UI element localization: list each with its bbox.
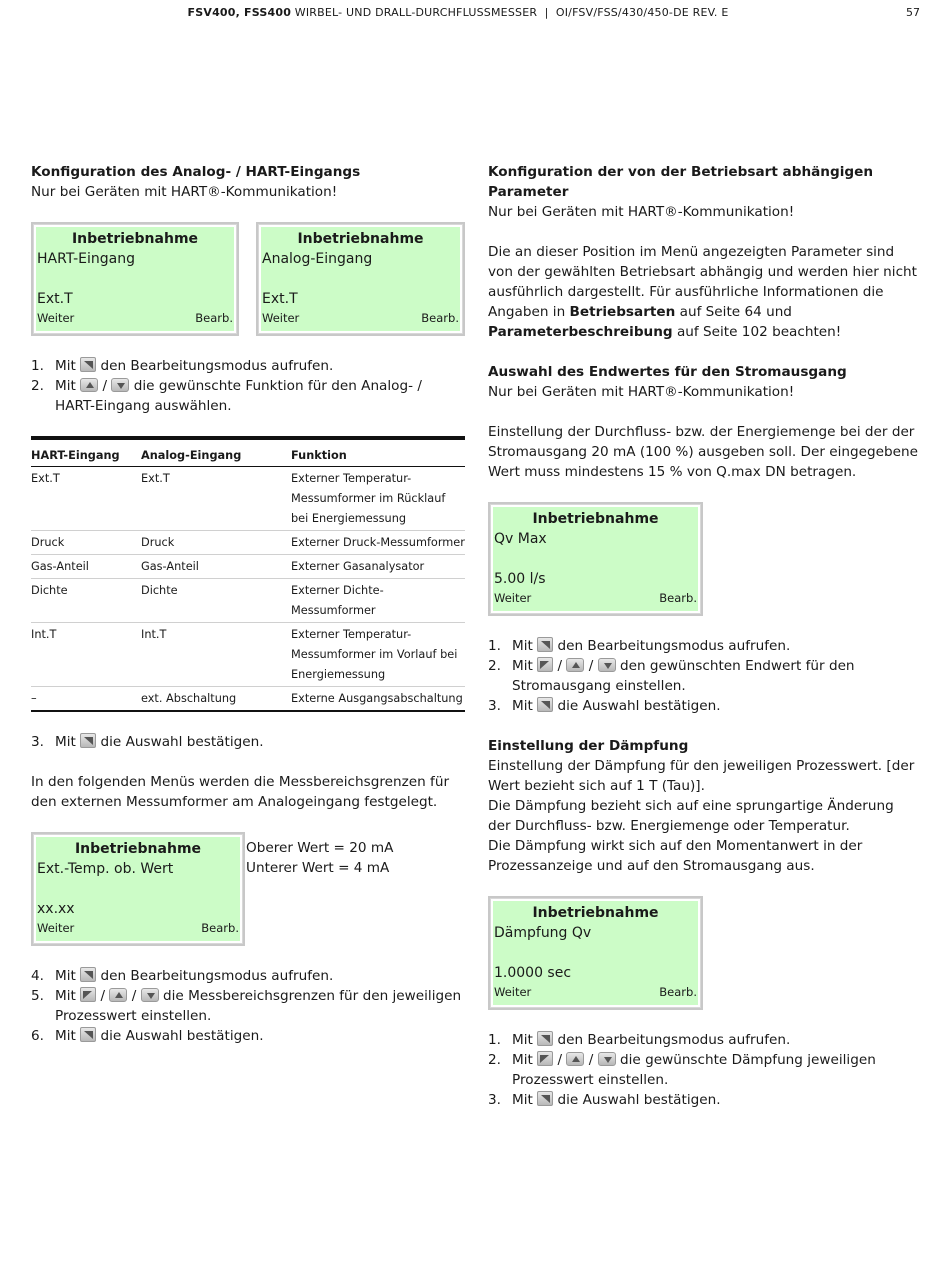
table-cell: Druck [141, 531, 291, 555]
lcd-line1: Dämpfung Qv [494, 925, 592, 941]
col-header: Analog-Eingang [141, 438, 291, 467]
lcd-row-damping [488, 896, 918, 1010]
table-cell: Ext.T [31, 467, 141, 531]
step-text: die gewünschte Dämpfung jeweiligen Prozesswert einstellen. [512, 1052, 876, 1088]
table-cell: Dichte [31, 579, 141, 623]
list-item [488, 1050, 918, 1090]
lcd-display-qv-max [488, 502, 703, 616]
lcd-line2: Ext.T [262, 291, 298, 307]
lcd-line1: Qv Max [494, 531, 547, 547]
up-key-icon [109, 988, 127, 1002]
table-row [31, 531, 465, 555]
exit-key-icon [537, 1051, 553, 1066]
step-number: 2. [31, 378, 44, 394]
table-cell: Int.T [141, 623, 291, 687]
page-header [0, 6, 950, 20]
damping-paragraph-2: Die Dämpfung bezieht sich auf eine sprungartige Änderung der Durchfluss- bzw. Energiemenge oder Temperatur. [488, 798, 894, 834]
lcd-screen [493, 901, 698, 1005]
step-text: Mit [55, 968, 76, 984]
current-output-paragraph: Einstellung der Durchfluss- bzw. der Energiemenge bei der der Stromausgang 20 mA (100 %) ausgeben soll. Der eingegebene Wert muss mindestens 15 % von Q.max DN betragen. [488, 424, 918, 480]
header-title-bold: FSV400, FSS400 [187, 6, 292, 19]
step-text: Mit [512, 1092, 533, 1108]
header-title [0, 6, 916, 19]
edit-key-icon [80, 357, 96, 372]
edit-key-icon [80, 967, 96, 982]
lcd-screen [36, 227, 234, 331]
table-cell: Externer Temperatur-Messumformer im Vorlauf bei Energiemessung [291, 623, 465, 687]
step-number: 6. [31, 1028, 44, 1044]
lcd-title: Inbetriebnahme [74, 841, 202, 857]
table-cell: Externer Druck-Messumformer [291, 531, 465, 555]
function-table [31, 436, 465, 712]
right-column [488, 162, 918, 1110]
down-key-icon [598, 658, 616, 672]
table-cell: Dichte [141, 579, 291, 623]
lcd-softkey-right: Bearb. [659, 591, 697, 605]
section-heading-damping: Einstellung der Dämpfung [488, 738, 689, 754]
table-cell: Externer Gasanalysator [291, 555, 465, 579]
step-number: 2. [488, 658, 501, 674]
down-key-icon [598, 1052, 616, 1066]
step-number: 2. [488, 1052, 501, 1068]
lcd-title: Inbetriebnahme [532, 905, 659, 921]
lcd-screen [493, 507, 698, 611]
step-text: die Auswahl bestätigen. [100, 734, 264, 750]
bold-reference: Parameterbeschreibung [488, 324, 673, 340]
text-run: auf Seite 102 beachten! [672, 324, 842, 340]
step-text: Mit [55, 1028, 76, 1044]
section-heading-analog-hart: Konfiguration des Analog- / HART-Eingangs [31, 164, 361, 180]
step-text: Mit [512, 658, 533, 674]
separator: / [102, 378, 108, 394]
hart-only-note: Nur bei Geräten mit HART®-Kommunikation! [31, 184, 338, 200]
list-item [31, 986, 465, 1026]
lcd-line1: Analog-Eingang [262, 251, 373, 267]
lcd-display-damping [488, 896, 703, 1010]
table-cell: Int.T [31, 623, 141, 687]
damping-paragraph-1: Einstellung der Dämpfung für den jeweiligen Prozesswert. [der Wert bezieht sich auf 1 T (Tau)]. [488, 758, 915, 794]
separator: / [557, 1052, 563, 1068]
step-text: Mit [512, 1052, 533, 1068]
exit-key-icon [537, 657, 553, 672]
step-text: den Bearbeitungsmodus aufrufen. [557, 638, 791, 654]
up-key-icon [566, 658, 584, 672]
separator: / [100, 988, 106, 1004]
lcd-title: Inbetriebnahme [532, 511, 659, 527]
col-header: Funktion [291, 438, 465, 467]
lcd-softkey-left: Weiter [37, 311, 75, 325]
lcd-softkey-left: Weiter [494, 985, 532, 999]
list-item [488, 696, 918, 716]
table-row [31, 555, 465, 579]
lower-value-note: Unterer Wert = 4 mA [246, 860, 390, 876]
table-cell: ext. Abschaltung [141, 692, 237, 705]
lcd-softkey-left: Weiter [37, 921, 75, 935]
list-item [31, 1026, 465, 1046]
list-item [31, 732, 465, 752]
table-cell: – [31, 692, 37, 705]
upper-value-note: Oberer Wert = 20 mA [246, 840, 394, 856]
damping-paragraph-3: Die Dämpfung wirkt sich auf den Momentanwert in der Prozessanzeige und auf den Stromausgang aus. [488, 838, 863, 874]
lcd-row-range [31, 832, 465, 946]
lcd-display-hart-input [31, 222, 239, 336]
table-cell: Externer Dichte-Messumformer [291, 579, 465, 623]
table-row [31, 623, 465, 687]
down-key-icon [141, 988, 159, 1002]
edit-key-icon [80, 1027, 96, 1042]
table-row [31, 467, 465, 531]
header-title-rest: WIRBEL- UND DRALL-DURCHFLUSSMESSER | OI/FSV/FSS/430/450-DE REV. E [291, 6, 729, 19]
list-item [31, 966, 465, 986]
step-number: 3. [488, 698, 501, 714]
step-number: 1. [488, 638, 501, 654]
lcd-softkey-left: Weiter [494, 591, 532, 605]
table-cell: Ext.T [141, 467, 291, 531]
step-number: 4. [31, 968, 44, 984]
steps-list-a [31, 356, 465, 416]
step-number: 1. [488, 1032, 501, 1048]
up-key-icon [80, 378, 98, 392]
lcd-row [31, 222, 465, 336]
step-text: Mit [55, 734, 76, 750]
step-text: Mit [512, 698, 533, 714]
lcd-line1: Ext.-Temp. ob. Wert [37, 861, 174, 877]
step-text: Mit [55, 378, 76, 394]
table-cell: Druck [31, 531, 141, 555]
lcd-softkey-right: Bearb. [201, 921, 239, 935]
list-item [488, 1030, 918, 1050]
edit-key-icon [537, 1091, 553, 1106]
hart-only-note: Nur bei Geräten mit HART®-Kommunikation! [488, 204, 795, 220]
steps-list-c [488, 636, 918, 716]
steps-list-b [31, 966, 465, 1046]
step-text: die Auswahl bestätigen. [100, 1028, 264, 1044]
text-run: auf Seite 64 und [675, 304, 792, 320]
step-text: die Auswahl bestätigen. [557, 698, 721, 714]
list-item [488, 636, 918, 656]
table-header-row [31, 438, 465, 467]
edit-key-icon [537, 697, 553, 712]
step-text: den Bearbeitungsmodus aufrufen. [100, 358, 334, 374]
table-row [31, 687, 465, 712]
lcd-line2: 5.00 l/s [494, 571, 546, 587]
step-text: die Auswahl bestätigen. [557, 1092, 721, 1108]
separator: / [588, 658, 594, 674]
list-item [488, 1090, 918, 1110]
lcd-softkey-right: Bearb. [421, 311, 459, 325]
step-text: Mit [55, 358, 76, 374]
edit-key-icon [537, 637, 553, 652]
lcd-line1: HART-Eingang [37, 251, 135, 267]
step-text: die Messbereichsgrenzen für den jeweiligen Prozesswert einstellen. [55, 988, 462, 1024]
step-text: Mit [512, 638, 533, 654]
table-cell: Gas-Anteil [141, 555, 291, 579]
lcd-line2: xx.xx [37, 901, 75, 917]
col-header: HART-Eingang [31, 438, 141, 467]
steps-list-d [488, 1030, 918, 1110]
step-text: die gewünschte Funktion für den Analog- / HART-Eingang auswählen. [55, 378, 422, 414]
step-text: Mit [512, 1032, 533, 1048]
table-cell: Externe Ausgangsabschaltung [291, 692, 463, 705]
section-heading-mode-params: Konfiguration der von der Betriebsart abhängigen Parameter [488, 164, 874, 200]
edit-key-icon [80, 733, 96, 748]
step-text: Mit [55, 988, 76, 1004]
step-number: 5. [31, 988, 44, 1004]
lcd-display-ext-temp [31, 832, 245, 946]
lcd-screen [36, 837, 240, 941]
table-row [31, 579, 465, 623]
table-cell: Gas-Anteil [31, 555, 141, 579]
steps-list-step3 [31, 732, 465, 752]
bold-reference: Betriebsarten [569, 304, 676, 320]
exit-key-icon [80, 987, 96, 1002]
text-run: Die an dieser Position im Menü angezeigten Parameter sind von der gewählten Betriebsart abhängig und werden hier nicht ausführlich dargestellt. Für ausführliche Informationen die Angaben in [488, 244, 917, 320]
step-number: 3. [31, 734, 44, 750]
lcd-softkey-right: Bearb. [659, 985, 697, 999]
step-text: den Bearbeitungsmodus aufrufen. [100, 968, 334, 984]
lcd-title: Inbetriebnahme [71, 231, 199, 247]
step-text: den Bearbeitungsmodus aufrufen. [557, 1032, 791, 1048]
up-key-icon [566, 1052, 584, 1066]
step-text: den gewünschten Endwert für den Stromausgang einstellen. [512, 658, 855, 694]
range-limits-paragraph: In den folgenden Menüs werden die Messbereichsgrenzen für den externen Messumformer am Analogeingang festgelegt. [31, 774, 450, 810]
lcd-display-analog-input [256, 222, 465, 336]
lcd-line2: 1.0000 sec [494, 965, 572, 981]
left-column [31, 162, 465, 1046]
step-number: 1. [31, 358, 44, 374]
section-heading-current-output: Auswahl des Endwertes für den Stromausgang [488, 364, 847, 380]
list-item [488, 656, 918, 696]
table-cell: Externer Temperatur-Messumformer im Rücklauf bei Energiemessung [291, 467, 465, 531]
step-number: 3. [488, 1092, 501, 1108]
list-item [31, 356, 465, 376]
lcd-title: Inbetriebnahme [297, 231, 424, 247]
lcd-softkey-right: Bearb. [195, 311, 233, 325]
mode-params-paragraph [488, 242, 918, 342]
page-number: 57 [906, 6, 920, 19]
separator: / [588, 1052, 594, 1068]
down-key-icon [111, 378, 129, 392]
lcd-screen [261, 227, 460, 331]
lcd-line2: Ext.T [37, 291, 73, 307]
list-item [31, 376, 465, 416]
edit-key-icon [537, 1031, 553, 1046]
lcd-row-qvmax [488, 502, 918, 616]
hart-only-note: Nur bei Geräten mit HART®-Kommunikation! [488, 384, 795, 400]
separator: / [557, 658, 563, 674]
lcd-softkey-left: Weiter [262, 311, 300, 325]
separator: / [131, 988, 137, 1004]
